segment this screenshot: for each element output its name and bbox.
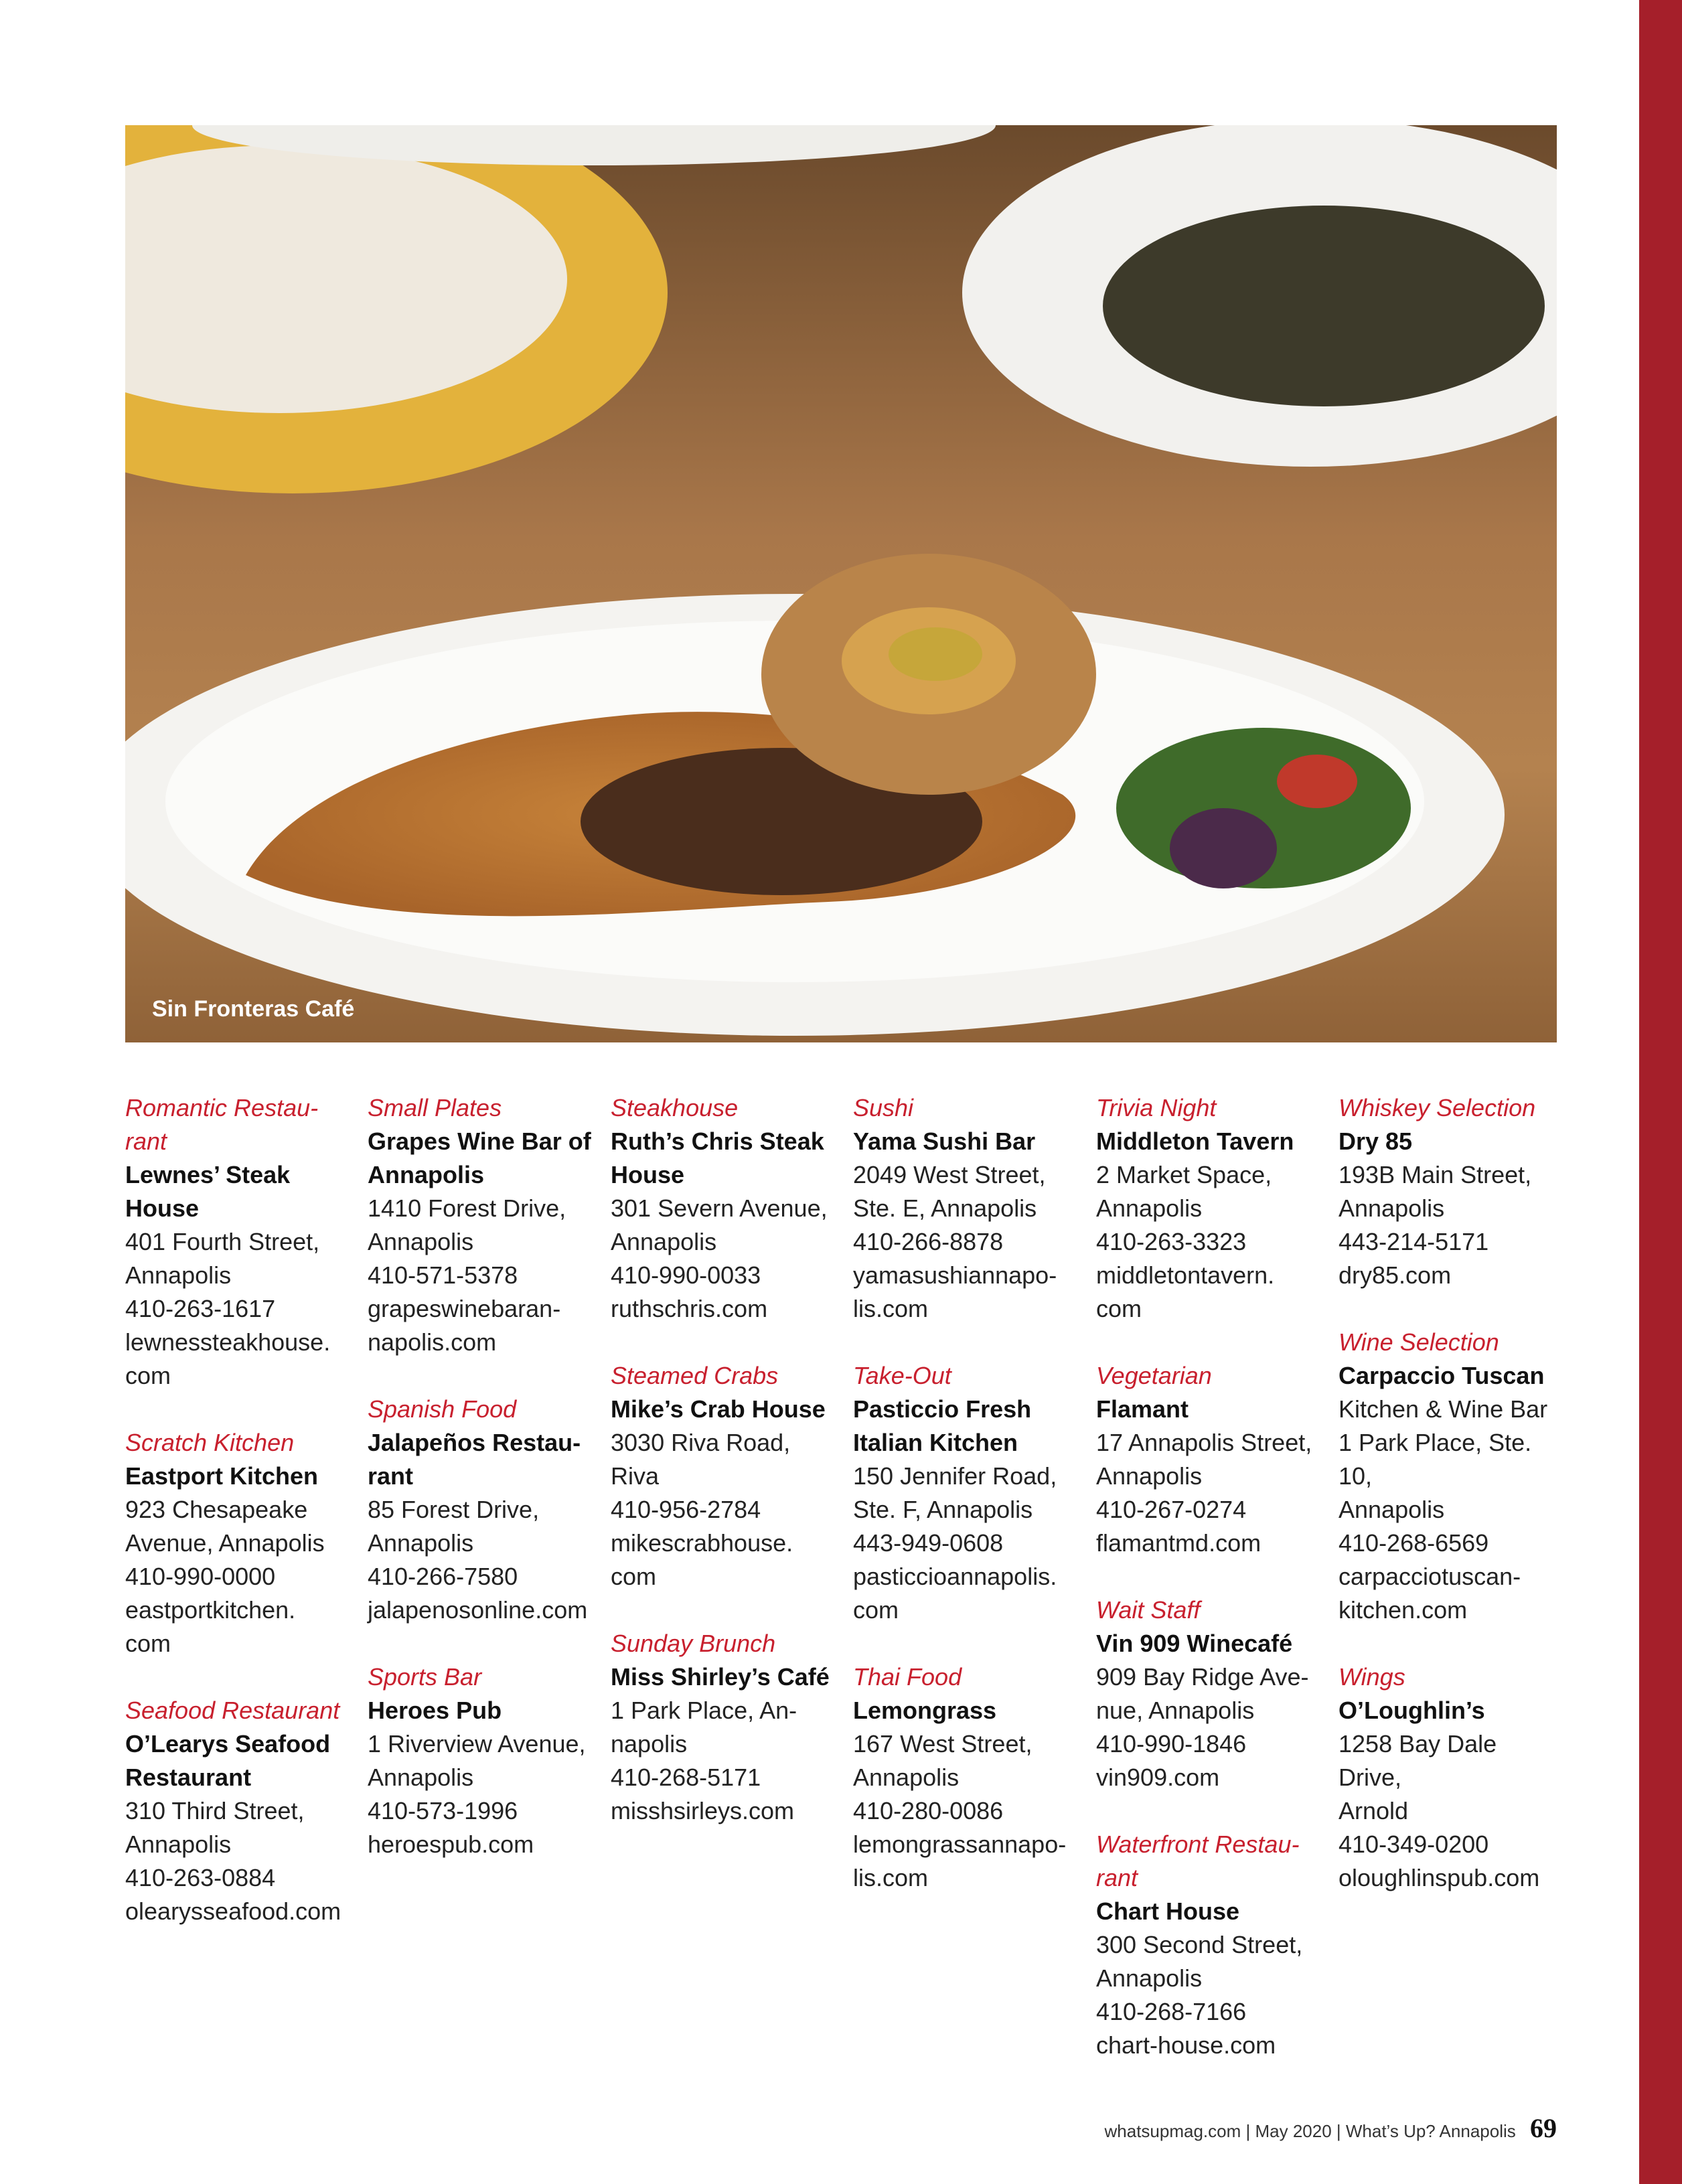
detail-line: 410-268-7166 [1096, 1998, 1247, 2025]
detail-line: napolis [611, 1730, 688, 1758]
detail-line: eastportkitchen. [125, 1596, 296, 1624]
listing-entry [125, 1091, 353, 1393]
detail-line: Annapolis [368, 1228, 474, 1255]
listing-column [368, 1091, 595, 1895]
detail-line: 410-990-0000 [125, 1563, 276, 1590]
category-label: Trivia Night [1096, 1094, 1217, 1121]
detail-line: Kitchen & Wine Bar [1339, 1395, 1548, 1423]
detail-line: olearysseafood.com [125, 1897, 341, 1925]
detail-line: lemongrassannapo- [853, 1830, 1067, 1858]
detail-line: lewnessteakhouse. [125, 1328, 331, 1356]
category-label: Sports Bar [368, 1663, 482, 1691]
detail-line: flamantmd.com [1096, 1529, 1262, 1557]
detail-line: 443-949-0608 [853, 1529, 1004, 1557]
detail-line: 1 Riverview Avenue, [368, 1730, 586, 1758]
detail-line: 410-990-0033 [611, 1261, 761, 1289]
page-edge-bar [1639, 0, 1682, 2184]
detail-line: 150 Jennifer Road, [853, 1462, 1057, 1490]
detail-line: 410-266-7580 [368, 1563, 518, 1590]
listing-column [611, 1091, 838, 1861]
detail-line: Annapolis [1339, 1194, 1445, 1222]
listing-column [1339, 1091, 1566, 1928]
detail-line: Arnold [1339, 1797, 1409, 1824]
detail-line: Annapolis [611, 1228, 717, 1255]
detail-line: 1 Park Place, Ste. 10, [1339, 1429, 1532, 1490]
detail-line: 300 Second Street, [1096, 1931, 1303, 1958]
detail-line: 167 West Street, [853, 1730, 1033, 1758]
category-label: Vegetarian [1096, 1362, 1212, 1389]
restaurant-name: Mike’s Crab House [611, 1395, 826, 1423]
detail-line: Avenue, Annapolis [125, 1529, 325, 1557]
listing-entry [1096, 1828, 1324, 2062]
detail-line: Annapolis [125, 1261, 232, 1289]
detail-line: 3030 Riva Road, [611, 1429, 791, 1456]
detail-line: Annapolis [368, 1764, 474, 1791]
photo-caption: Sin Fronteras Café [152, 996, 355, 1022]
restaurant-name: Middleton Tavern [1096, 1127, 1294, 1155]
detail-line: Annapolis [368, 1529, 474, 1557]
detail-line: dry85.com [1339, 1261, 1452, 1289]
category-label: Thai Food [853, 1663, 962, 1691]
detail-line: 923 Chesapeake [125, 1496, 308, 1523]
restaurant-name: Pasticcio Fresh Italian Kitchen [853, 1395, 1032, 1456]
listing-entry [1096, 1091, 1324, 1326]
detail-line: Annapolis [853, 1764, 960, 1791]
detail-line: com [1096, 1295, 1142, 1322]
detail-line: 401 Fourth Street, [125, 1228, 320, 1255]
detail-line: Annapolis [1096, 1462, 1203, 1490]
back-plate-white-food [1103, 206, 1545, 406]
detail-line: 301 Severn Avenue, [611, 1194, 828, 1222]
listing-entry [611, 1627, 838, 1828]
detail-line: lis.com [853, 1295, 929, 1322]
detail-line: Annapolis [1339, 1496, 1445, 1523]
detail-line: 410-263-0884 [125, 1864, 276, 1891]
listing-entry [1096, 1359, 1324, 1560]
restaurant-name: O’Loughlin’s [1339, 1697, 1485, 1724]
detail-line: misshsirleys.com [611, 1797, 795, 1824]
restaurant-name: O’Learys Seafood Restaurant [125, 1730, 331, 1791]
detail-line: com [611, 1563, 657, 1590]
listing-column [853, 1091, 1081, 1928]
listing-entry [368, 1660, 595, 1861]
detail-line: Annapolis [1096, 1964, 1203, 1992]
category-label: Wine Selection [1339, 1328, 1499, 1356]
restaurant-name: Heroes Pub [368, 1697, 502, 1724]
listing-entry [1339, 1091, 1566, 1292]
restaurant-name: Lemongrass [853, 1697, 997, 1724]
detail-line: jalapenosonline.com [368, 1596, 588, 1624]
detail-line: 410-990-1846 [1096, 1730, 1247, 1758]
detail-line: com [853, 1596, 899, 1624]
detail-line: 410-349-0200 [1339, 1830, 1489, 1858]
detail-line: pasticcioannapolis. [853, 1563, 1057, 1590]
category-label: Seafood Restaurant [125, 1697, 340, 1724]
category-label: Sunday Brunch [611, 1630, 776, 1657]
detail-line: 909 Bay Ridge Ave- [1096, 1663, 1309, 1691]
detail-line: com [125, 1362, 171, 1389]
category-label: Steakhouse [611, 1094, 739, 1121]
detail-line: 410-268-6569 [1339, 1529, 1489, 1557]
detail-line: lis.com [853, 1864, 929, 1891]
detail-line: com [125, 1630, 171, 1657]
detail-line: oloughlinspub.com [1339, 1864, 1540, 1891]
detail-line: 85 Forest Drive, [368, 1496, 540, 1523]
listing-entry [1339, 1326, 1566, 1627]
detail-line: nue, Annapolis [1096, 1697, 1255, 1724]
detail-line: Ste. E, Annapolis [853, 1194, 1037, 1222]
detail-line: Annapolis [125, 1830, 232, 1858]
listing-entry [125, 1426, 353, 1660]
listing-entry [853, 1091, 1081, 1326]
food-photo-illustration [125, 125, 1557, 1042]
category-label: Take-Out [853, 1362, 951, 1389]
category-label: Whiskey Selection [1339, 1094, 1536, 1121]
listing-entry [853, 1660, 1081, 1895]
detail-line: 410-571-5378 [368, 1261, 518, 1289]
category-label: Waterfront Restau- rant [1096, 1830, 1300, 1891]
food-photo [125, 125, 1557, 1042]
detail-line: 2049 West Street, [853, 1161, 1046, 1188]
detail-line: 410-263-1617 [125, 1295, 276, 1322]
detail-line: 410-268-5171 [611, 1764, 761, 1791]
detail-line: middletontavern. [1096, 1261, 1275, 1289]
restaurant-name: Eastport Kitchen [125, 1462, 319, 1490]
detail-line: yamasushiannapo- [853, 1261, 1057, 1289]
listing-entry [125, 1694, 353, 1928]
listing-entry [368, 1393, 595, 1627]
restaurant-name: Chart House [1096, 1897, 1240, 1925]
restaurant-name: Miss Shirley’s Café [611, 1663, 830, 1691]
detail-line: 1 Park Place, An- [611, 1697, 797, 1724]
detail-line: 1410 Forest Drive, [368, 1194, 566, 1222]
category-label: Romantic Restau- rant [125, 1094, 319, 1155]
restaurant-name: Jalapeños Restau- rant [368, 1429, 581, 1490]
restaurant-name: Dry 85 [1339, 1127, 1413, 1155]
category-label: Sushi [853, 1094, 914, 1121]
page-footer [1071, 2112, 1557, 2144]
detail-line: 2 Market Space, [1096, 1161, 1272, 1188]
detail-line: 410-267-0274 [1096, 1496, 1247, 1523]
restaurant-name: Carpaccio Tuscan [1339, 1362, 1545, 1389]
category-label: Wings [1339, 1663, 1405, 1691]
detail-line: 193B Main Street, [1339, 1161, 1532, 1188]
detail-line: 410-573-1996 [368, 1797, 518, 1824]
detail-line: 17 Annapolis Street, [1096, 1429, 1312, 1456]
detail-line: Ste. F, Annapolis [853, 1496, 1033, 1523]
detail-line: Annapolis [1096, 1194, 1203, 1222]
listing-entry [611, 1091, 838, 1326]
restaurant-name: Ruth’s Chris Steak House [611, 1127, 824, 1188]
detail-line: kitchen.com [1339, 1596, 1468, 1624]
detail-line: 410-956-2784 [611, 1496, 761, 1523]
detail-line: heroespub.com [368, 1830, 534, 1858]
detail-line: mikescrabhouse. [611, 1529, 793, 1557]
detail-line: Riva [611, 1462, 660, 1490]
listing-entry [853, 1359, 1081, 1627]
listing-entry [1096, 1593, 1324, 1794]
detail-line: ruthschris.com [611, 1295, 768, 1322]
restaurant-name: Vin 909 Winecafé [1096, 1630, 1293, 1657]
footer-text: whatsupmag.com | May 2020 | What’s Up? Annapolis [1104, 2121, 1516, 2141]
detail-line: 410-263-3323 [1096, 1228, 1247, 1255]
detail-line: 410-280-0086 [853, 1797, 1004, 1824]
listing-column [125, 1091, 353, 1962]
detail-line: 310 Third Street, [125, 1797, 305, 1824]
category-label: Spanish Food [368, 1395, 517, 1423]
detail-line: 410-266-8878 [853, 1228, 1004, 1255]
listing-column [1096, 1091, 1324, 2096]
detail-line: napolis.com [368, 1328, 497, 1356]
restaurant-name: Lewnes’ Steak House [125, 1161, 291, 1222]
category-label: Scratch Kitchen [125, 1429, 295, 1456]
restaurant-name: Yama Sushi Bar [853, 1127, 1036, 1155]
restaurant-name: Flamant [1096, 1395, 1189, 1423]
detail-line: 1258 Bay Dale Drive, [1339, 1730, 1497, 1791]
restaurant-name: Grapes Wine Bar of Annapolis [368, 1127, 591, 1188]
category-label: Small Plates [368, 1094, 502, 1121]
category-label: Wait Staff [1096, 1596, 1201, 1624]
listing-entry [611, 1359, 838, 1593]
category-label: Steamed Crabs [611, 1362, 779, 1389]
detail-line: grapeswinebaran- [368, 1295, 561, 1322]
detail-line: 443-214-5171 [1339, 1228, 1489, 1255]
listing-entry [368, 1091, 595, 1359]
detail-line: carpacciotuscan- [1339, 1563, 1521, 1590]
detail-line: chart-house.com [1096, 2031, 1276, 2059]
page-number: 69 [1530, 2113, 1557, 2143]
restaurant-listing [125, 1091, 1557, 2082]
detail-line: vin909.com [1096, 1764, 1220, 1791]
listing-entry [1339, 1660, 1566, 1895]
